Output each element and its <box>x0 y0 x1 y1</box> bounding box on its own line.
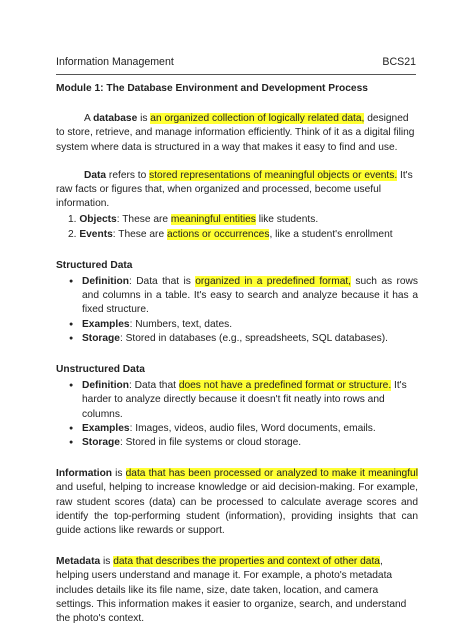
term: Examples <box>82 318 130 330</box>
text-run: : Data that <box>128 380 179 392</box>
text-run: is <box>137 113 151 125</box>
list-item <box>82 275 418 318</box>
list-item <box>82 422 418 436</box>
highlight: does not have a predefined format or structure. <box>178 380 392 392</box>
page-header <box>56 56 416 68</box>
highlight: data that has been processed or analyzed to make it meaningful <box>125 468 418 480</box>
text-run: : These are <box>112 228 167 240</box>
text-run: : Stored in file systems or cloud storage. <box>119 437 302 449</box>
text-run: : Numbers, text, dates. <box>129 318 233 330</box>
text-run: : Data that is <box>128 276 196 288</box>
text-run: designed to store, retrieve, and manage information efficiently. Think of it as a digital filing system where data is structured in a way that makes it easy to find and use. <box>56 113 415 153</box>
text-run: : Stored in databases (e.g., spreadsheets, SQL databases). <box>119 332 388 344</box>
text-run: It's raw facts or figures that, when organized and processed, become useful information. <box>56 169 413 210</box>
list-item <box>68 228 418 242</box>
text-run: It's harder to analyze directly because it doesn't fit neatly into rows and columns. <box>82 380 407 420</box>
header-rule <box>56 74 416 75</box>
term: Storage <box>82 437 120 449</box>
term: Examples <box>82 422 130 434</box>
highlight: meaningful entities <box>170 214 256 226</box>
unstructured-heading: Unstructured Data <box>56 364 145 376</box>
text-run: , helping users understand and manage it. For example, a photo's metadata includes details like its file name, size, date taken, location, and camera settings. This information makes it easier to organize, search, and understand the photo's context. <box>56 556 407 625</box>
data-list <box>56 213 418 241</box>
highlight: an organized collection of logically related data, <box>150 113 365 125</box>
term-metadata: Metadata <box>56 556 101 568</box>
unstructured-list <box>56 379 418 450</box>
text-run: is <box>100 556 114 568</box>
term-information: Information <box>56 468 113 480</box>
list-item <box>82 318 418 332</box>
module-title: Module 1: The Database Environment and Development Process <box>56 83 368 94</box>
term: Storage <box>82 332 120 344</box>
list-item <box>68 213 418 227</box>
list-number: 2. <box>68 228 77 240</box>
term-database: database <box>93 113 138 125</box>
term: Events <box>79 228 113 240</box>
text-run: : Images, videos, audio files, Word documents, emails. <box>129 422 376 434</box>
text-run: such as rows and columns in a table. It's easy to search and analyze because it has a fixed structure. <box>82 276 418 316</box>
metadata-paragraph <box>56 555 418 626</box>
text-run: is <box>112 468 126 480</box>
term: Definition <box>82 276 129 288</box>
highlight: data that describes the properties and context of other data <box>113 556 380 568</box>
text-run: A <box>84 113 94 125</box>
text-run: and useful, helping to increase knowledge or aid decision-making. For example, raw student scores (data) can be processed to calculate average scores and identify the top-performing student (information), providing insights that can guide actions like rewards or support. <box>56 482 418 537</box>
list-item <box>82 436 418 450</box>
database-paragraph <box>56 112 418 155</box>
highlight: actions or occurrences <box>166 228 270 240</box>
structured-list <box>56 275 418 346</box>
highlight: organized in a predefined format, <box>195 276 352 288</box>
structured-heading: Structured Data <box>56 259 133 271</box>
highlight: stored representations of meaningful objects or events. <box>149 169 398 181</box>
list-number: 1. <box>68 214 77 226</box>
text-run: : These are <box>116 214 171 226</box>
information-paragraph <box>56 467 418 538</box>
term: Definition <box>82 380 129 392</box>
list-item <box>82 332 418 346</box>
text-run: , like a student's enrollment <box>269 228 393 240</box>
term-data: Data <box>84 169 107 181</box>
document-body <box>56 82 418 626</box>
course-name: Information Management <box>56 56 174 68</box>
data-paragraph <box>56 169 418 212</box>
list-item <box>82 379 418 422</box>
term: Objects <box>79 214 117 226</box>
text-run: refers to <box>106 169 150 181</box>
text-run: like students. <box>255 214 319 226</box>
course-code: BCS21 <box>382 56 416 68</box>
